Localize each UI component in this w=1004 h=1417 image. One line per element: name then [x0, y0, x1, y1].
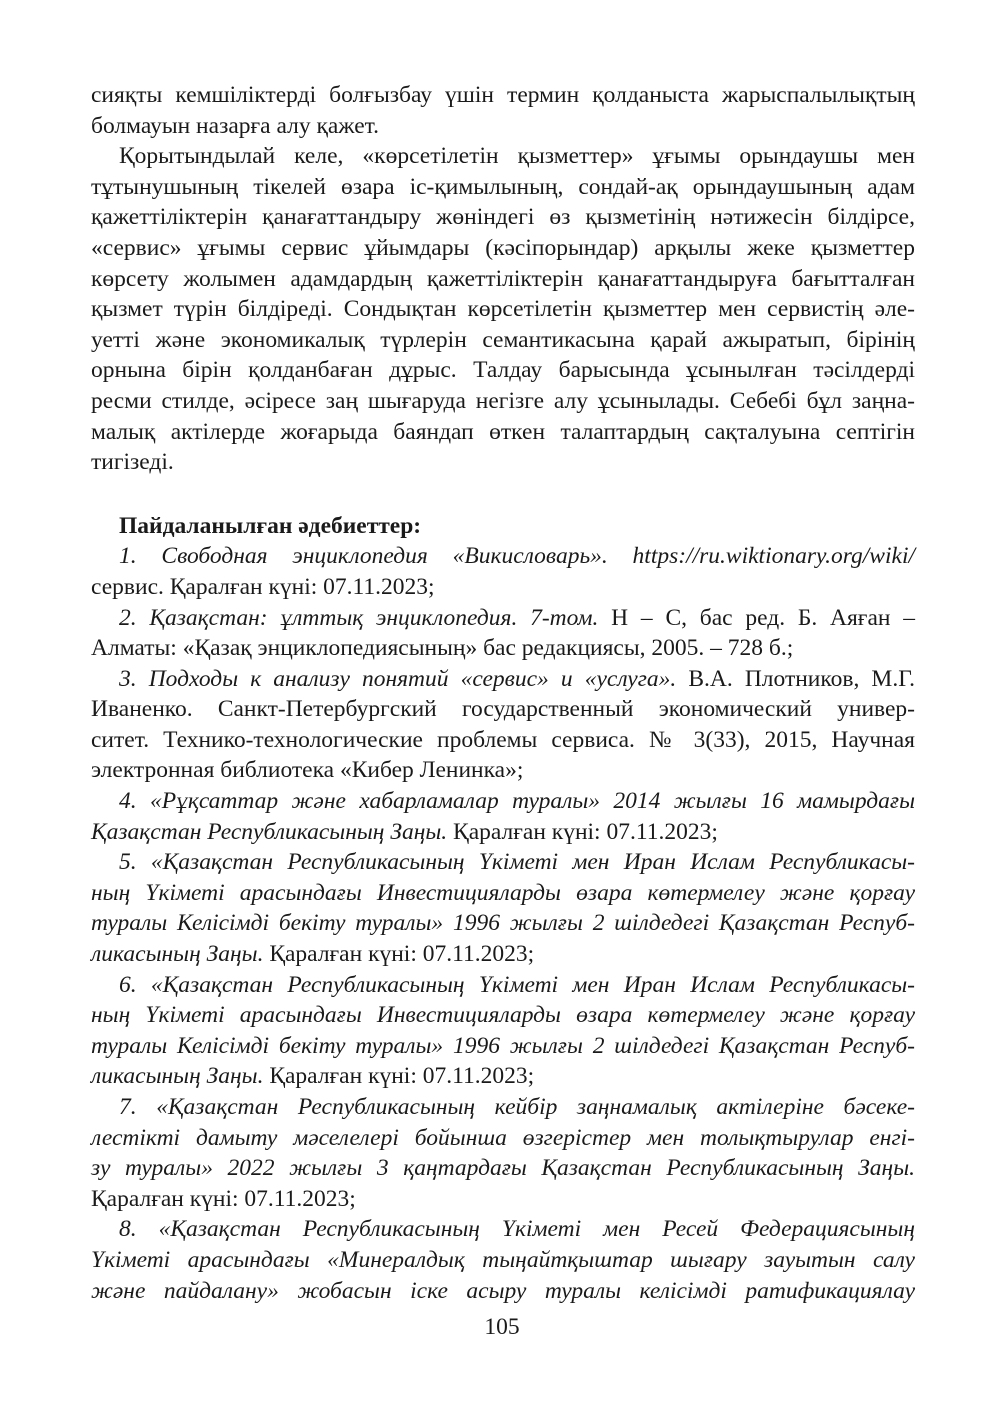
reference-text: туралы Келісімді бекіту туралы» 1996 жылғы 2 шілдедегі Қазақстан Респуб-	[91, 1032, 915, 1059]
reference-text: 5. «Қазақстан Республикасының Үкіметі мен Иран Ислам Республикасы-	[119, 849, 915, 876]
paragraph-1	[91, 80, 915, 141]
reference-text: туралы Келісімді бекіту туралы» 1996 жылғы 2 шілдедегі Қазақстан Респуб-	[91, 910, 915, 937]
reference-text: 3. Подходы к анализу понятий «сервис» и «услуга».	[119, 665, 677, 692]
paragraph-2	[91, 141, 915, 478]
reference-text: 4. «Рұқсаттар және хабарламалар туралы» 2014 жылғы 16 мамырдағы	[119, 788, 915, 815]
reference-text: Қаралған күні: 07.11.2023;	[447, 818, 718, 845]
reference-line	[91, 1153, 915, 1184]
document-page	[91, 80, 915, 1306]
reference-text: Қаралған күні: 07.11.2023;	[263, 941, 535, 968]
reference-text: ситет. Технико-технологические проблемы сервиса. № 3(33), 2015, Научная	[91, 726, 915, 753]
reference-line	[91, 1184, 915, 1215]
reference-line	[91, 603, 915, 634]
text-line: уетті және экономикалық түрлерін семантикасына қарай ажыратып, бірінің	[91, 326, 915, 353]
text-line: Қорытындылай келе, «көрсетілетін қызметтер» ұғымы орындаушы мен	[119, 143, 915, 170]
reference-line	[91, 1276, 915, 1307]
reference-line	[91, 755, 915, 786]
text-line: «сервис» ұғымы сервис ұйымдары (кәсіпорындар) арқылы жеке қызметтер	[91, 234, 915, 261]
reference-text: 1. Свободная энциклопедия «Викисловарь». https://ru.wiktionary.org/wiki/	[119, 543, 915, 570]
references-heading: Пайдаланылған әдебиеттер:	[119, 512, 422, 539]
reference-line	[91, 939, 915, 970]
reference-item	[91, 664, 915, 786]
text-line: тұтынушының тікелей өзара іс-қимылының, сондай-ақ орындаушының адам	[91, 173, 915, 200]
text-line: қызмет түрін білдіреді. Сондықтан көрсетілетін қызметтер мен сервистің әле-	[91, 296, 915, 323]
reference-text: лестікті дамыту мәселелері бойынша өзгерістер мен толықтырулар енгі-	[91, 1124, 915, 1151]
reference-text: Қаралған күні: 07.11.2023;	[91, 1185, 356, 1212]
reference-text: 7. «Қазақстан Республикасының кейбір заңнамалық актілеріне бәсеке-	[119, 1094, 915, 1120]
reference-text: сервис. Қаралған күні: 07.11.2023;	[91, 573, 435, 600]
reference-text: ның Үкіметі арасындағы Инвестицияларды өзара көтермелеу және қорғау	[91, 1002, 915, 1029]
text-line: көрсету жолымен адамдардың қажеттіліктерін қанағаттандыруға бағытталған	[91, 265, 915, 292]
reference-line	[91, 847, 915, 878]
reference-text: 6. «Қазақстан Республикасының Үкіметі мен Иран Ислам Республикасы-	[119, 971, 915, 998]
reference-text: электронная библиотека «Кибер Ленинка»;	[91, 757, 524, 784]
reference-line	[91, 817, 915, 848]
reference-item	[91, 541, 915, 602]
references-list	[91, 541, 915, 1306]
reference-text: зу туралы» 2022 жылғы 3 қаңтардағы Қазақстан Республикасының Заңы.	[91, 1155, 915, 1182]
text-line: малық актілерде жоғарыда баяндап өткен талаптардың сақталуына септігін	[91, 418, 915, 445]
text-line: ресми стилде, әсіресе заң шығаруда негізге алу ұсынылады. Себебі бұл заңна-	[91, 387, 915, 414]
reference-item	[91, 1214, 915, 1306]
reference-text: Үкіметі арасындағы «Минералдық тыңайтқыштар шығару зауытын салу	[91, 1246, 915, 1273]
reference-line	[91, 1214, 915, 1245]
reference-text: Қазақстан Республикасының Заңы.	[91, 818, 448, 845]
reference-line	[91, 664, 915, 695]
text-line: сияқты кемшіліктерді болғызбау үшін термин қолданыста жарыспалылықтың	[91, 82, 915, 108]
reference-line	[91, 541, 915, 572]
reference-text: В.А. Плотников, М.Г.	[676, 665, 916, 692]
reference-text: Алматы: «Қазақ энциклопедиясының» бас редакциясы, 2005. – 728 б.;	[91, 635, 794, 662]
reference-line	[91, 1031, 915, 1062]
reference-line	[91, 694, 915, 725]
reference-item	[91, 603, 915, 664]
reference-line	[91, 908, 915, 939]
reference-item	[91, 786, 915, 847]
reference-text: Қаралған күні: 07.11.2023;	[263, 1063, 535, 1090]
reference-line	[91, 786, 915, 817]
reference-line	[91, 1092, 915, 1123]
reference-line	[91, 1123, 915, 1154]
text-line: болмауын назарға алу қажет.	[91, 112, 380, 139]
reference-line	[91, 633, 915, 664]
text-line: тигізеді.	[91, 449, 174, 476]
reference-line	[91, 1000, 915, 1031]
reference-item	[91, 847, 915, 969]
reference-line	[91, 725, 915, 756]
reference-item	[91, 1092, 915, 1214]
page-number: 105	[484, 1314, 520, 1340]
text-line: қажеттіліктерін қанағаттандыру жөніндегі өз қызметінің нәтижесін білдірсе,	[91, 204, 915, 231]
reference-text: 8. «Қазақстан Республикасының Үкіметі мен Ресей Федерациясының	[119, 1216, 915, 1243]
reference-text: және пайдалану» жобасын іске асыру туралы келісімді ратификациялау	[91, 1277, 915, 1304]
reference-text: ликасының Заңы.	[91, 1063, 264, 1090]
text-line: орнына бірін қолданбаған дұрыс. Талдау барысында ұсынылған тәсілдерді	[91, 357, 915, 384]
reference-text: Иваненко. Санкт-Петербургский государственный экономический универ-	[91, 696, 915, 723]
reference-text: ликасының Заңы.	[91, 941, 264, 968]
reference-text: ның Үкіметі арасындағы Инвестицияларды өзара көтермелеу және қорғау	[91, 879, 915, 906]
reference-item	[91, 970, 915, 1092]
reference-text: Н – С, бас ред. Б. Аяған –	[598, 604, 915, 631]
reference-line	[91, 572, 915, 603]
reference-line	[91, 970, 915, 1001]
reference-line	[91, 1245, 915, 1276]
reference-line	[91, 1061, 915, 1092]
reference-text: 2. Қазақстан: ұлттық энциклопедия. 7-том.	[119, 604, 599, 631]
reference-line	[91, 878, 915, 909]
